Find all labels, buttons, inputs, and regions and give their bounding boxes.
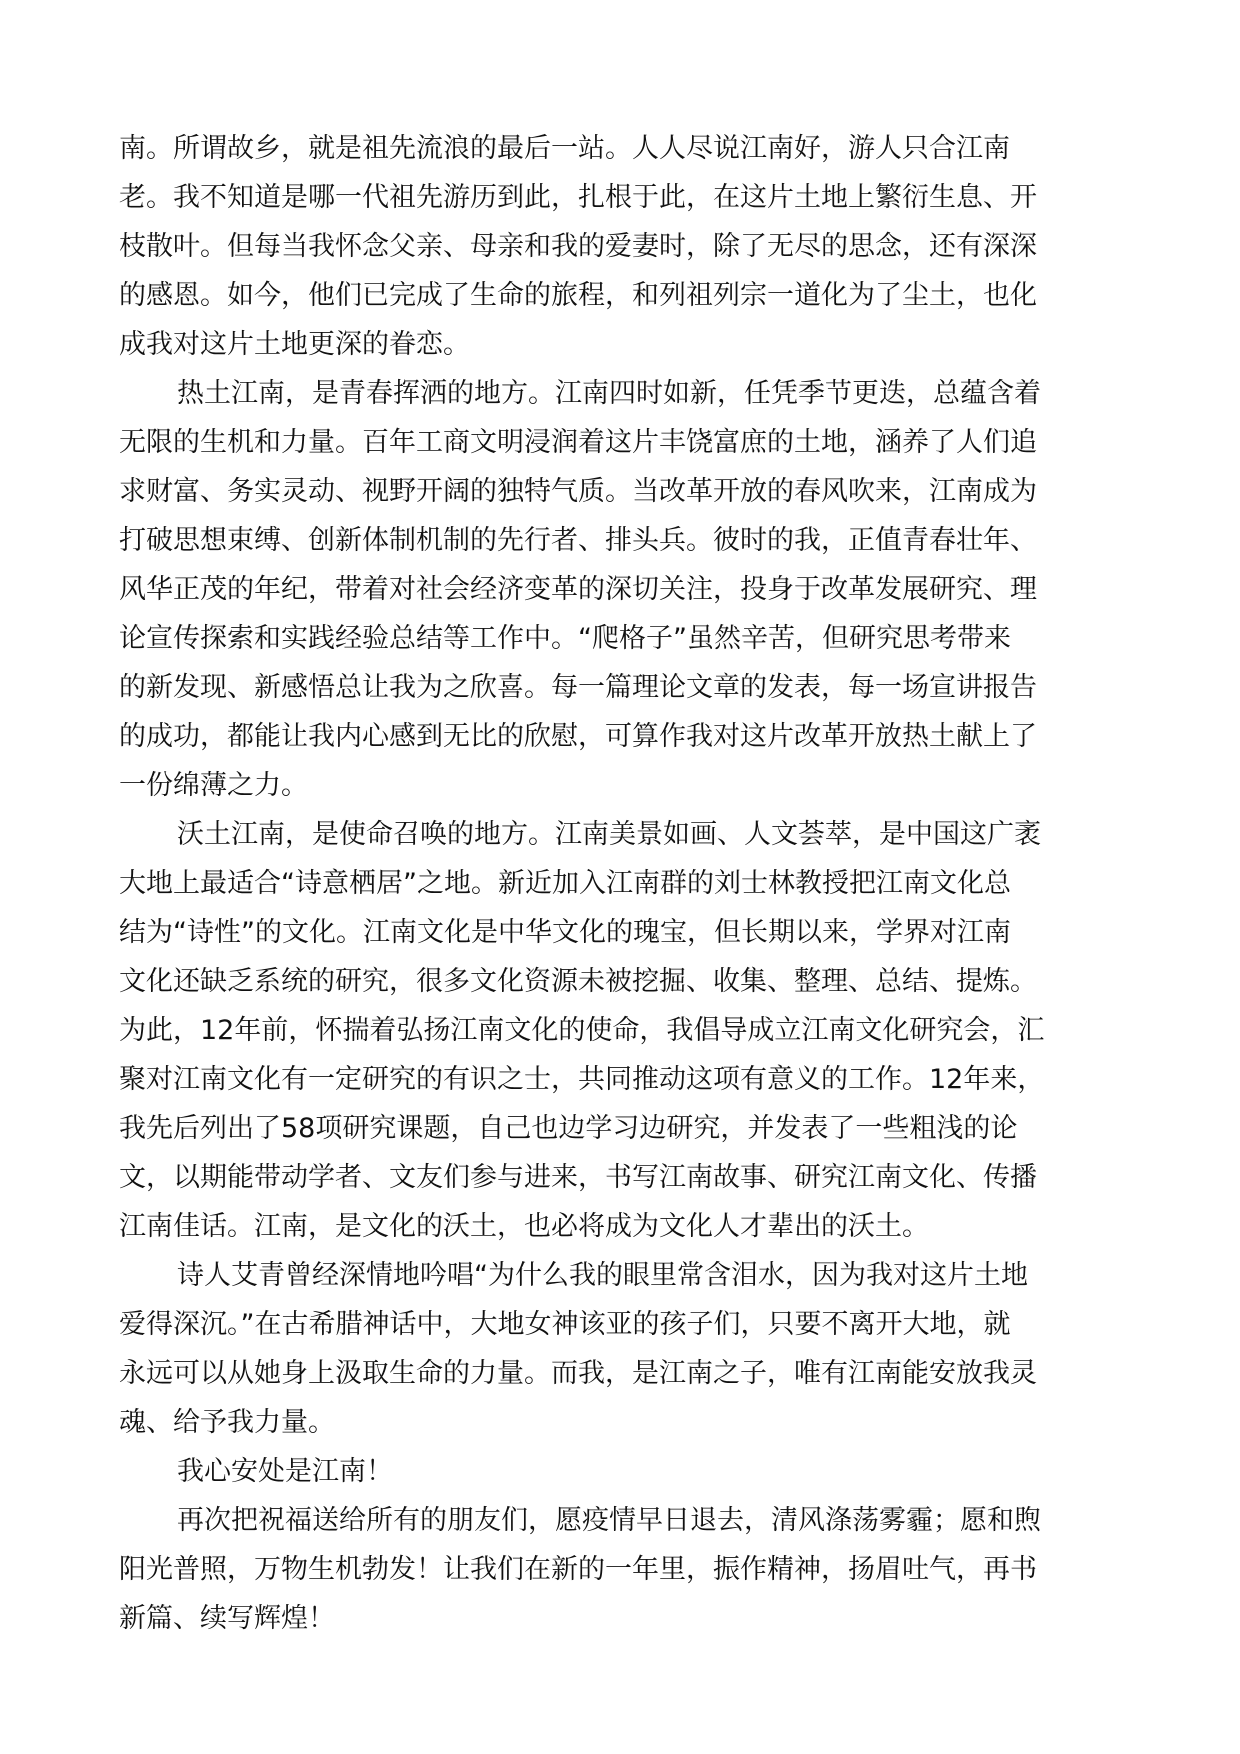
text-line: 求财富、务实灵动、视野开阔的独特气质。当改革开放的春风吹来，江南成为 xyxy=(119,476,1037,507)
text-line: 结为“诗性”的文化。江南文化是中华文化的瑰宝，但长期以来，学界对江南 xyxy=(119,917,1011,948)
text-line: 无限的生机和力量。百年工商文明浸润着这片丰饶富庶的土地，涵养了人们追 xyxy=(119,427,1037,458)
text-line: 大地上最适合“诗意栖居”之地。新近加入江南群的刘士林教授把江南文化总 xyxy=(119,868,1011,899)
text-line: 南。所谓故乡，就是祖先流浪的最后一站。人人尽说江南好，游人只合江南 xyxy=(119,133,1010,164)
text-line: 新篇、续写辉煌！ xyxy=(119,1603,335,1634)
text-line: 打破思想束缚、创新体制机制的先行者、排头兵。彼时的我，正值青春壮年、 xyxy=(119,525,1037,556)
text-line: 我先后列出了58项研究课题，自己也边学习边研究，并发表了一些粗浅的论 xyxy=(119,1113,1018,1144)
text-line: 江南佳话。江南，是文化的沃土，也必将成为文化人才辈出的沃土。 xyxy=(119,1211,929,1242)
text-line: 成我对这片土地更深的眷恋。 xyxy=(119,329,470,360)
paragraph-first-line: 我心安处是江南！ xyxy=(177,1456,393,1487)
text-line: 的新发现、新感悟总让我为之欣喜。每一篇理论文章的发表，每一场宣讲报告 xyxy=(119,672,1037,703)
text-line: 风华正茂的年纪，带着对社会经济变革的深切关注，投身于改革发展研究、理 xyxy=(119,574,1037,605)
paragraph-first-line: 再次把祝福送给所有的朋友们，愿疫情早日退去，清风涤荡雾霾；愿和煦 xyxy=(177,1505,1041,1536)
paragraph-first-line: 热土江南，是青春挥洒的地方。江南四时如新，任凭季节更迭，总蕴含着 xyxy=(177,378,1041,409)
paragraph-first-line: 诗人艾青曾经深情地吟唱“为什么我的眼里常含泪水，因为我对这片土地 xyxy=(177,1260,1028,1291)
text-line: 文化还缺乏系统的研究，很多文化资源未被挖掘、收集、整理、总结、提炼。 xyxy=(119,966,1037,997)
text-line: 为此，12年前，怀揣着弘扬江南文化的使命，我倡导成立江南文化研究会，汇 xyxy=(119,1015,1045,1046)
text-line: 文，以期能带动学者、文友们参与进来，书写江南故事、研究江南文化、传播 xyxy=(119,1162,1037,1193)
text-line: 爱得深沉。”在古希腊神话中，大地女神该亚的孩子们，只要不离开大地，就 xyxy=(119,1309,1011,1340)
body-text xyxy=(119,124,1129,1643)
text-line: 论宣传探索和实践经验总结等工作中。“爬格子”虽然辛苦，但研究思考带来 xyxy=(119,623,1011,654)
text-line: 的感恩。如今，他们已完成了生命的旅程，和列祖列宗一道化为了尘土，也化 xyxy=(119,280,1037,311)
text-line: 老。我不知道是哪一代祖先游历到此，扎根于此，在这片土地上繁衍生息、开 xyxy=(119,182,1037,213)
text-line: 一份绵薄之力。 xyxy=(119,770,308,801)
text-line: 永远可以从她身上汲取生命的力量。而我，是江南之子，唯有江南能安放我灵 xyxy=(119,1358,1037,1389)
text-line: 的成功，都能让我内心感到无比的欣慰，可算作我对这片改革开放热土献上了 xyxy=(119,721,1037,752)
text-line: 阳光普照，万物生机勃发！让我们在新的一年里，振作精神，扬眉吐气，再书 xyxy=(119,1554,1037,1585)
text-line: 魂、给予我力量。 xyxy=(119,1407,335,1438)
paragraph-first-line: 沃土江南，是使命召唤的地方。江南美景如画、人文荟萃，是中国这广袤 xyxy=(177,819,1041,850)
text-line: 枝散叶。但每当我怀念父亲、母亲和我的爱妻时，除了无尽的思念，还有深深 xyxy=(119,231,1037,262)
text-line: 聚对江南文化有一定研究的有识之士，共同推动这项有意义的工作。12年来， xyxy=(119,1064,1045,1095)
